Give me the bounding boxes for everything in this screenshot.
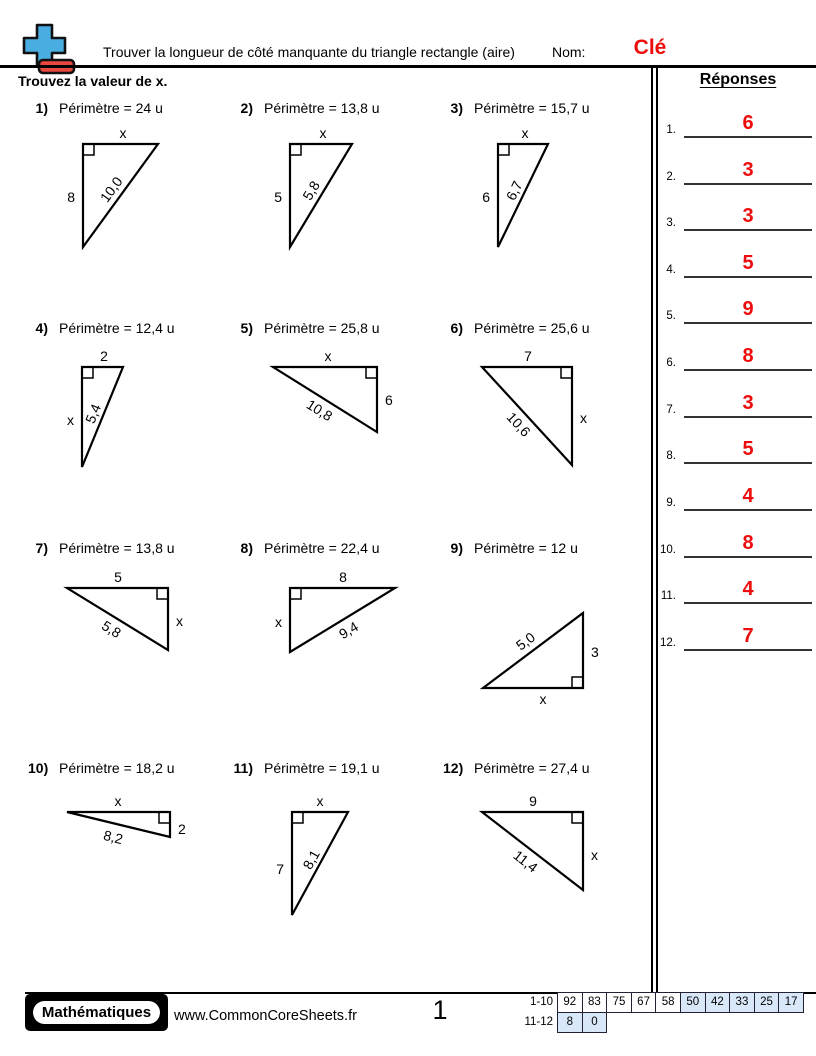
right-angle-marker (366, 367, 377, 378)
perimeter-text: Périmètre = 12,4 u (59, 320, 175, 336)
leg-label: x (119, 125, 127, 141)
perimeter-text: Périmètre = 22,4 u (264, 540, 380, 556)
problem-number: 12) (443, 760, 464, 776)
triangle-figure (443, 565, 653, 720)
right-angle-marker (498, 144, 509, 155)
answer-number: 2. (666, 171, 676, 183)
answer-blank-line (684, 602, 812, 604)
triangle-figure (233, 565, 443, 720)
answer-value: 5 (742, 252, 754, 274)
answer-value: 8 (742, 345, 754, 367)
triangle-figure (443, 125, 653, 280)
hyp-label: 6,7 (502, 178, 526, 203)
perimeter-text: Périmètre = 24 u (59, 100, 163, 116)
answer-row-11 (656, 574, 816, 604)
answer-blank-line (684, 416, 812, 418)
answer-value: 3 (742, 159, 754, 181)
answer-row-7 (656, 388, 816, 418)
leg-label: 2 (100, 348, 108, 364)
answer-row-2 (656, 155, 816, 185)
page-number: 1 (432, 995, 448, 1025)
leg-label: 3 (591, 644, 599, 660)
leg-label: x (521, 125, 529, 141)
triangle-figure (233, 125, 443, 280)
hyp-label: 5,8 (99, 617, 125, 642)
score-cell: 0 (582, 1012, 608, 1033)
problem-number: 1) (35, 100, 48, 116)
answer-value: 9 (742, 298, 754, 320)
answer-number: 7. (666, 404, 676, 416)
answer-number: 4. (666, 264, 676, 276)
answer-value: 3 (742, 392, 754, 414)
score-cell: 17 (778, 992, 804, 1013)
problem-6 (443, 320, 653, 538)
leg-label: x (324, 348, 332, 364)
problem-1 (28, 100, 238, 318)
answer-blank-line (684, 136, 812, 138)
answer-blank-line (684, 509, 812, 511)
answer-value: 4 (742, 485, 754, 507)
hyp-label: 5,0 (512, 628, 538, 654)
right-angle-marker (572, 812, 583, 823)
score-cell: 8 (557, 1012, 583, 1033)
leg-label: x (580, 410, 587, 426)
right-angle-marker (561, 367, 572, 378)
brand-name: Mathématiques (33, 1001, 160, 1024)
answer-number: 5. (666, 310, 676, 322)
answer-blank-line (684, 322, 812, 324)
right-angle-marker (290, 144, 301, 155)
leg-label: x (67, 412, 74, 428)
leg-label: 7 (524, 348, 532, 364)
right-angle-marker (83, 144, 94, 155)
triangle-figure (233, 785, 443, 940)
answer-blank-line (684, 462, 812, 464)
answer-row-4 (656, 248, 816, 278)
right-angle-marker (290, 588, 301, 599)
score-row-label: 1-10 (529, 996, 553, 1008)
answer-blank-line (684, 229, 812, 231)
website-url: www.CommonCoreSheets.fr (174, 1008, 357, 1024)
leg-label: 5 (114, 569, 122, 585)
hyp-label: 10,0 (96, 173, 126, 206)
problem-4 (28, 320, 238, 538)
answer-number: 12. (660, 637, 676, 649)
triangle-figure (28, 345, 238, 500)
answer-value: 3 (742, 205, 754, 227)
leg-label: 8 (67, 189, 75, 205)
name-label: Nom: (552, 44, 586, 60)
score-cell: 67 (631, 992, 657, 1013)
problem-number: 9) (450, 540, 463, 556)
perimeter-text: Périmètre = 13,8 u (59, 540, 175, 556)
answer-blank-line (684, 556, 812, 558)
right-angle-marker (157, 588, 168, 599)
triangle-figure (233, 345, 443, 500)
leg-label: x (591, 847, 598, 863)
leg-label: 2 (178, 821, 186, 837)
perimeter-text: Périmètre = 25,8 u (264, 320, 380, 336)
brand-badge (25, 994, 168, 1031)
answer-row-12 (656, 621, 816, 651)
leg-label: x (114, 793, 122, 809)
leg-label: 9 (529, 793, 537, 809)
problem-7 (28, 540, 238, 758)
answer-value: 7 (742, 625, 754, 647)
score-cell: 58 (655, 992, 681, 1013)
perimeter-text: Périmètre = 18,2 u (59, 760, 175, 776)
problem-number: 11) (233, 760, 253, 776)
problem-number: 7) (35, 540, 48, 556)
right-angle-marker (572, 677, 583, 688)
perimeter-text: Périmètre = 15,7 u (474, 100, 590, 116)
score-table (492, 992, 804, 1033)
problem-5 (233, 320, 443, 538)
answer-row-9 (656, 481, 816, 511)
answer-row-6 (656, 341, 816, 371)
problem-8 (233, 540, 443, 758)
problem-12 (443, 760, 653, 978)
leg-label: 6 (385, 392, 393, 408)
hyp-label: 5,8 (299, 178, 324, 203)
answer-blank-line (684, 369, 812, 371)
problem-10 (28, 760, 238, 978)
answers-title: Réponses (699, 71, 777, 88)
answer-blank-line (684, 183, 812, 185)
hyp-label: 10,8 (303, 396, 336, 425)
score-cell: 83 (582, 992, 608, 1013)
worksheet-title: Trouver la longueur de côté manquante du triangle rectangle (aire) (103, 44, 515, 60)
answer-row-10 (656, 528, 816, 558)
score-row-label: 11-12 (524, 1016, 553, 1028)
problem-2 (233, 100, 443, 318)
score-row-2 (492, 1012, 804, 1033)
problem-number: 8) (240, 540, 253, 556)
answer-row-8 (656, 434, 816, 464)
right-angle-marker (82, 367, 93, 378)
leg-label: x (176, 613, 183, 629)
leg-label: 5 (274, 189, 282, 205)
problem-number: 4) (35, 320, 48, 336)
triangle-figure (443, 785, 653, 940)
perimeter-text: Périmètre = 25,6 u (474, 320, 590, 336)
answer-blank-line (684, 649, 812, 651)
leg-label: 8 (339, 569, 347, 585)
answer-row-1 (656, 108, 816, 138)
answer-key-name: Clé (633, 36, 667, 59)
perimeter-text: Périmètre = 27,4 u (474, 760, 590, 776)
triangle-figure (28, 565, 238, 720)
score-cell: 75 (606, 992, 632, 1013)
score-cell: 33 (729, 992, 755, 1013)
answer-row-5 (656, 294, 816, 324)
leg-label: 7 (276, 861, 284, 877)
triangle-figure (28, 785, 238, 940)
answer-number: 9. (666, 497, 676, 509)
answer-number: 8. (666, 450, 676, 462)
answer-blank-line (684, 276, 812, 278)
problem-number: 5) (240, 320, 253, 336)
problem-number: 6) (450, 320, 463, 336)
answer-number: 11. (660, 590, 676, 602)
hyp-label: 11,4 (510, 846, 541, 876)
answer-value: 6 (742, 112, 754, 134)
problem-number: 2) (240, 100, 253, 116)
perimeter-text: Périmètre = 13,8 u (264, 100, 380, 116)
answer-number: 1. (666, 124, 676, 136)
answer-number: 6. (666, 357, 676, 369)
leg-label: x (316, 793, 324, 809)
answer-value: 4 (742, 578, 754, 600)
score-cell: 92 (557, 992, 583, 1013)
problem-9 (443, 540, 653, 758)
hyp-label: 5,4 (82, 401, 105, 426)
score-cell: 50 (680, 992, 706, 1013)
answer-value: 5 (742, 438, 754, 460)
perimeter-text: Périmètre = 12 u (474, 540, 578, 556)
answer-row-3 (656, 201, 816, 231)
problem-number: 10) (28, 760, 49, 776)
score-row-1 (492, 992, 804, 1013)
right-angle-marker (159, 812, 170, 823)
score-cell: 25 (754, 992, 780, 1013)
instructions-text: Trouvez la valeur de x. (18, 73, 168, 89)
leg-label: x (275, 614, 282, 630)
leg-label: x (539, 691, 547, 707)
hyp-label: 8,1 (299, 847, 323, 872)
hyp-label: 10,6 (503, 408, 534, 440)
leg-label: x (319, 125, 327, 141)
triangle-figure (443, 345, 653, 500)
hyp-label: 8,2 (101, 826, 125, 848)
answer-number: 10. (660, 544, 676, 556)
perimeter-text: Périmètre = 19,1 u (264, 760, 380, 776)
problem-11 (233, 760, 443, 978)
problem-number: 3) (450, 100, 463, 116)
hyp-label: 9,4 (336, 618, 361, 643)
answer-value: 8 (742, 532, 754, 554)
right-angle-marker (292, 812, 303, 823)
header-divider (0, 65, 816, 68)
triangle-figure (28, 125, 238, 280)
score-cell: 42 (705, 992, 731, 1013)
answer-number: 3. (666, 217, 676, 229)
problem-3 (443, 100, 653, 318)
leg-label: 6 (482, 189, 490, 205)
